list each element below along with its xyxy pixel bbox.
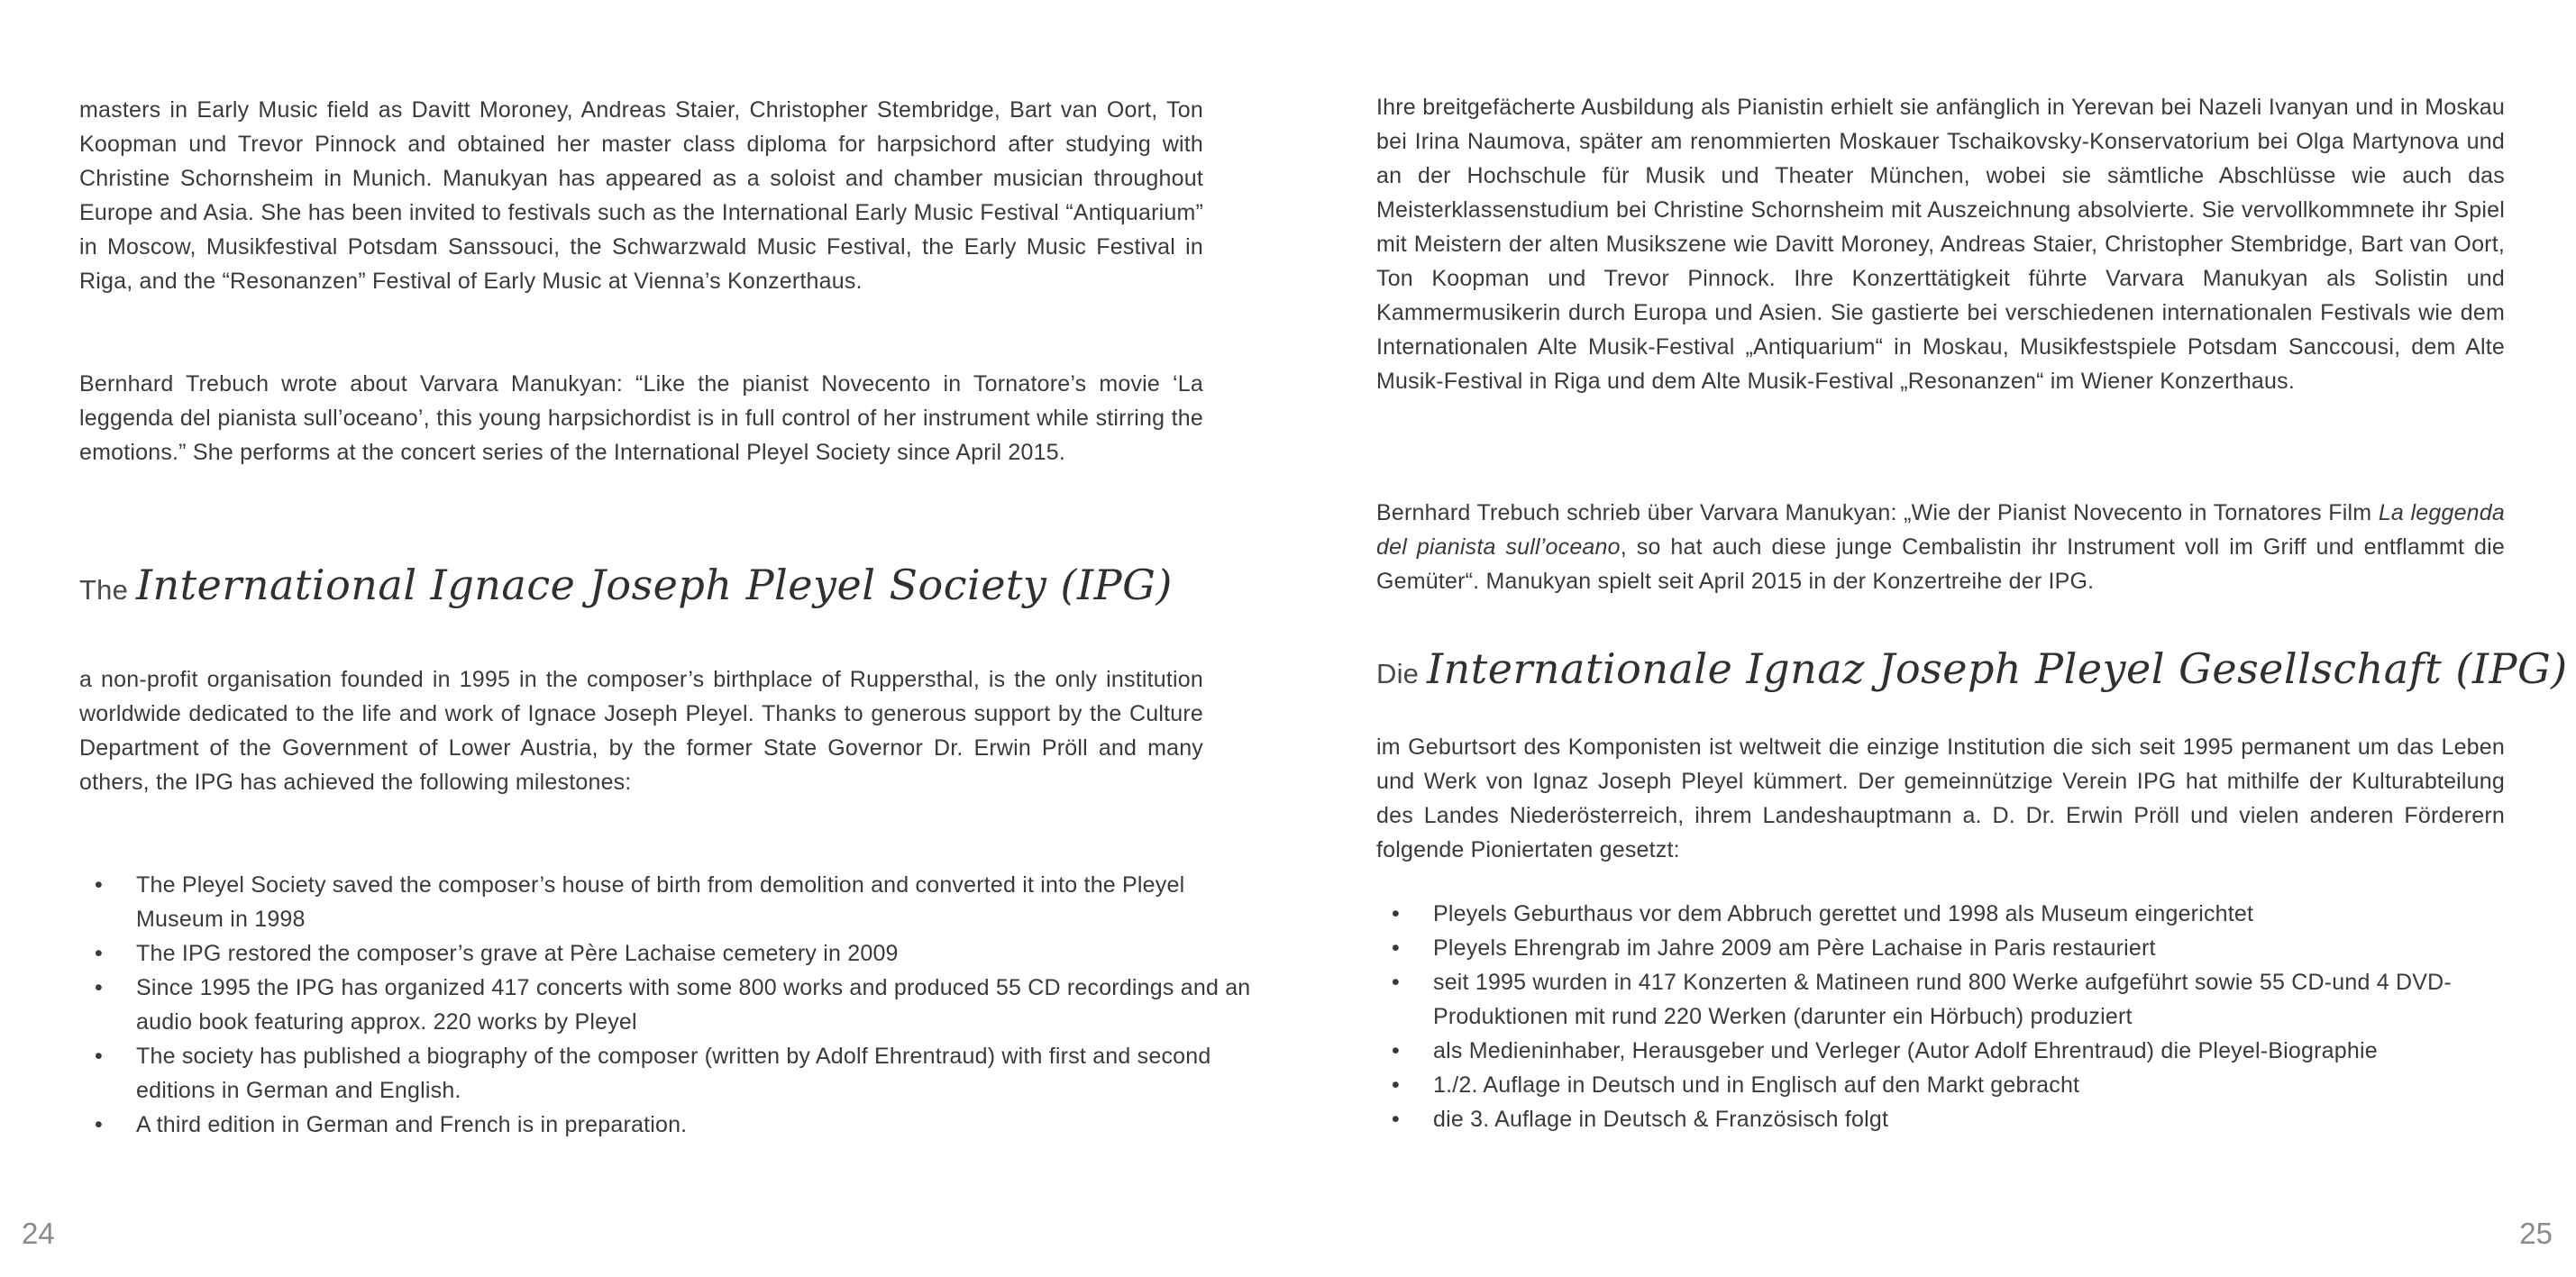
list-item: • als Medieninhaber, Herausgeber und Verleger (Autor Adolf Ehrentraud) die Pleyel-Biographie xyxy=(1433,1034,2562,1068)
movie-title-italic: La leggenda del pianista sull’oceano xyxy=(1376,500,2505,560)
list-item: • The IPG restored the composer’s grave at Père Lachaise cemetery in 2009 xyxy=(136,936,1260,971)
quote-text-after: , so hat auch diese junge Cembalistin ihr Instrument voll im Griff und entflammt die Gemüter“. Manukyan spielt seit April 2015 in der Konzertreihe der IPG. xyxy=(1376,534,2506,594)
page-number: 24 xyxy=(22,1217,55,1250)
paragraph-biography-english-1: masters in Early Music field as Davitt Moroney, Andreas Staier, Christopher Stembridge, Bart van Oort, Ton Koopman und Trevor Pinnock and obtained her master class diploma for harpsichord after studying with Christine Schornsheim in Munich. Manukyan has appeared as a soloist and chamber musician throughout Europe and Asia. She has been invited to festivals such as the International Early Music Festival “Antiquarium” in Moscow, Musikfestival Potsdam Sanssouci, the Schwarzwald Music Festival, the Early Music Festival in Riga, and the “Resonanzen” Festival of Early Music at Vienna’s Konzerthaus. xyxy=(79,97,1203,294)
list-item: • seit 1995 wurden in 417 Konzerten & Matineen rund 800 Werke aufgeführt sowie 55 CD-und 4 DVD-Produktionen mit rund 220 Werken (darunter ein Hörbuch) produziert xyxy=(1433,965,2562,1034)
heading-title-english: International Ignace Joseph Pleyel Society (IPG) xyxy=(135,561,1173,609)
paragraph-society-english: a non-profit organisation founded in 1995 in the composer’s birthplace of Ruppersthal, is the only institution worldwide dedicated to the life and work of Ignace Joseph Pleyel. Thanks to generous support by the Culture Department of the Government of Lower Austria, by the former State Governor Dr. Erwin Pröll and many others, the IPG has achieved the following milestones: xyxy=(79,667,1203,795)
paragraph-quote-german xyxy=(1376,496,2505,598)
list-item: • Pleyels Ehrengrab im Jahre 2009 am Père Lachaise in Paris restauriert xyxy=(1433,931,2562,965)
heading-title-german: Internationale Ignaz Joseph Pleyel Gesellschaft (IPG) xyxy=(1426,644,2568,693)
list-item: • A third edition in German and French is in preparation. xyxy=(136,1108,1260,1142)
heading-prefix-english: The xyxy=(79,574,136,606)
list-item: • Pleyels Geburthaus vor dem Abbruch gerettet und 1998 als Museum eingerichtet xyxy=(1433,897,2562,931)
section-heading-english xyxy=(79,561,1203,609)
milestones-list-german xyxy=(1376,897,2562,1136)
list-item: • The society has published a biography of the composer (written by Adolf Ehrentraud) with first and second editions in German and English. xyxy=(136,1039,1260,1108)
paragraph-society-german: im Geburtsort des Komponisten ist weltweit die einzige Institution die sich seit 1995 permanent um das Leben und Werk von Ignaz Joseph Pleyel kümmert. Der gemeinnützige Verein IPG hat mithilfe der Kulturabteilung des Landes Niederösterreich, ihrem Landeshauptmann a. D. Dr. Erwin Pröll und vielen anderen Förderern folgende Pioniertaten gesetzt: xyxy=(1376,734,2505,862)
list-item: • Since 1995 the IPG has organized 417 concerts with some 800 works and produced 55 CD recordings and an audio book featuring approx. 220 works by Pleyel xyxy=(136,971,1260,1039)
paragraph-biography-german-1: Ihre breitgefächerte Ausbildung als Pianistin erhielt sie anfänglich in Yerevan bei Nazeli Ivanyan und in Moskau bei Irina Naumova, später am renommierten Moskauer Tschaikovsky-Konservatorium bei Olga Martynova und an der Hochschule für Musik und Theater München, wobei sie sämtliche Abschlüsse wie auch das Meisterklassenstudium bei Christine Schornsheim mit Auszeichnung absolvierte. Sie vervollkommnete ihr Spiel mit Meistern der alten Musikszene wie Davitt Moroney, Andreas Staier, Christopher Stembridge, Bart van Oort, Ton Koopman und Trevor Pinnock. Ihre Konzerttätigkeit führte Varvara Manukyan als Solistin und Kammermusikerin durch Europa und Asien. Sie gastierte bei verschiedenen internationalen Festivals wie dem Internationalen Alte Musik-Festival „Antiquarium“ in Moskau, Musikfestspiele Potsdam Sanccousi, dem Alte Musik-Festival in Riga und dem Alte Musik-Festival „Resonanzen“ im Wiener Konzerthaus. xyxy=(1376,95,2505,394)
list-item: • The Pleyel Society saved the composer’s house of birth from demolition and converted it into the Pleyel Museum in 1998 xyxy=(136,868,1260,936)
quote-text-before: Bernhard Trebuch schrieb über Varvara Manukyan: „Wie der Pianist Novecento in Tornatores Film xyxy=(1376,500,2379,525)
heading-prefix-german: Die xyxy=(1376,658,1427,689)
list-item: • 1./2. Auflage in Deutsch und in Englisch auf den Markt gebracht xyxy=(1433,1068,2562,1102)
section-heading-german xyxy=(1376,644,2568,693)
milestones-list-english xyxy=(79,868,1260,1142)
list-item: • die 3. Auflage in Deutsch & Französisch folgt xyxy=(1433,1102,2562,1136)
page-number: 25 xyxy=(2519,1217,2553,1250)
page-25 xyxy=(1288,0,2576,1277)
paragraph-quote-english: Bernhard Trebuch wrote about Varvara Manukyan: “Like the pianist Novecento in Tornatore’s movie ‘La leggenda del pianista sull’oceano’, this young harpsichordist is in full control of her instrument while stirring the emotions.” She performs at the concert series of the International Pleyel Society since April 2015. xyxy=(79,371,1203,465)
